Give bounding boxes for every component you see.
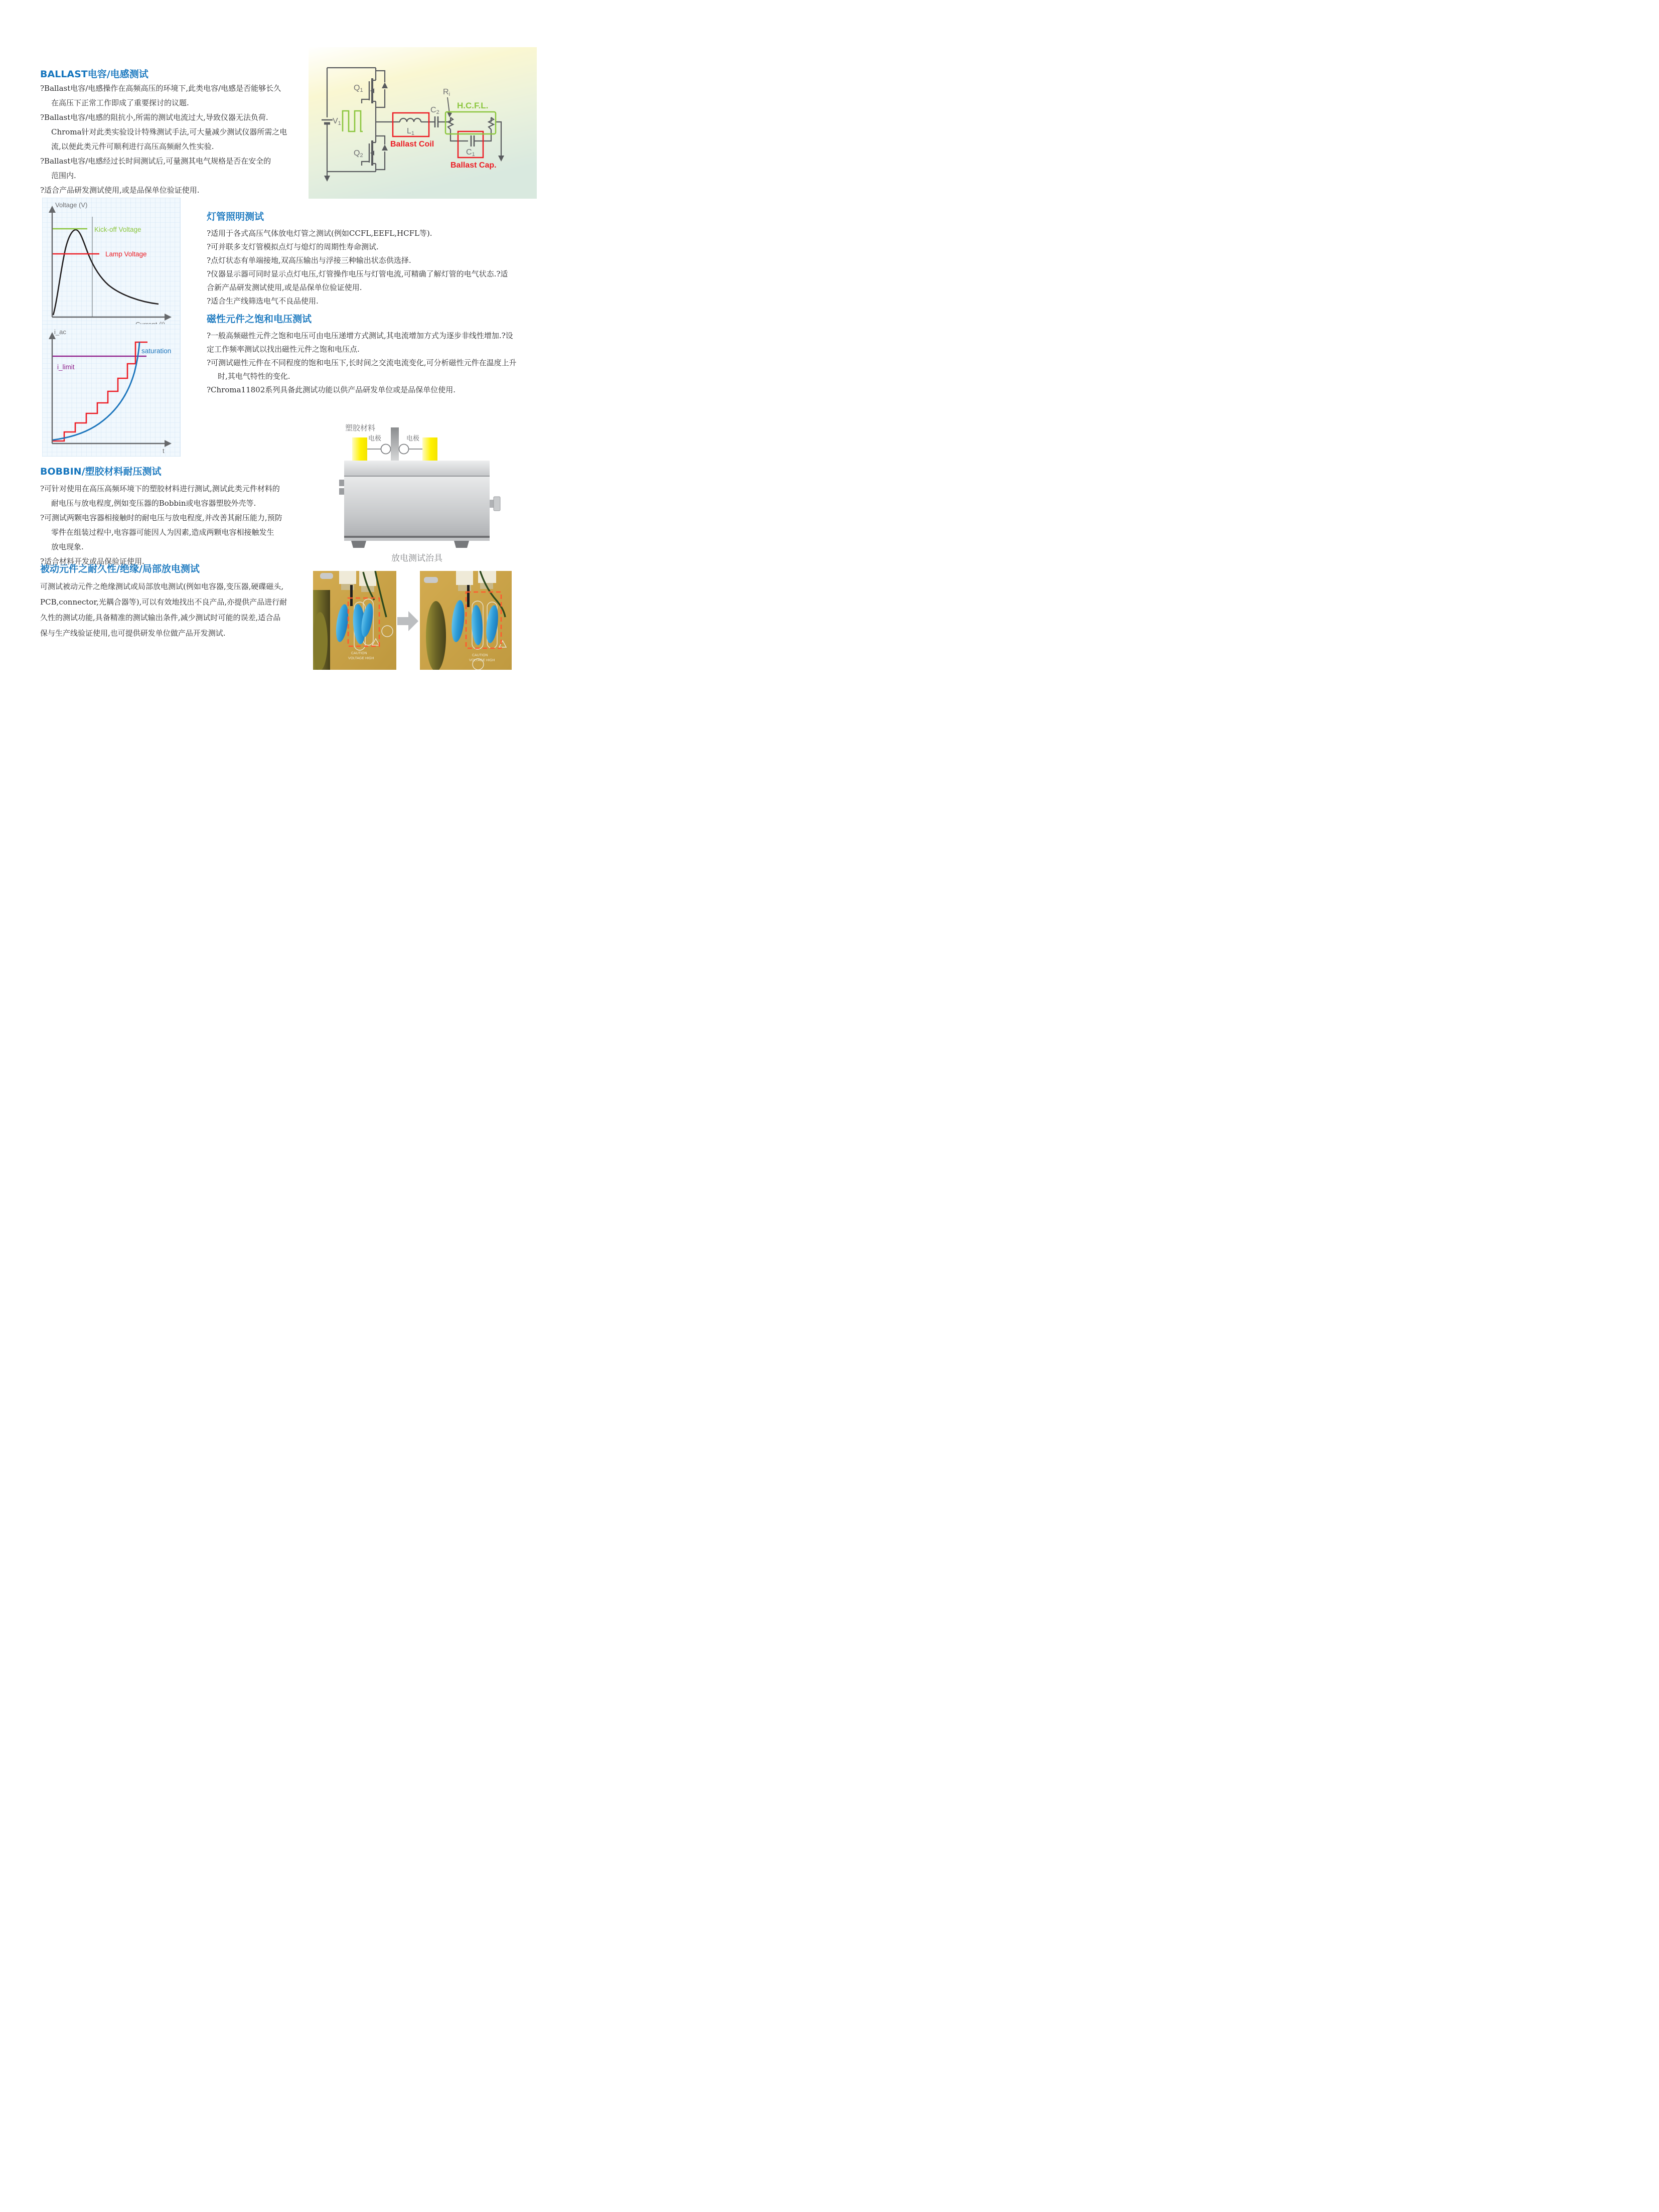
pcb-dark-lead (467, 585, 470, 607)
text-line: ?仪器显示器可同时显示点灯电压,灯管操作电压与灯管电流,可精确了解灯管的电气状态.?适 (207, 269, 508, 278)
saturation-label: saturation (141, 347, 172, 355)
section-magnetic-saturation (207, 313, 517, 397)
text-line: ?适合产品研发测试使用,或是品保单位验证使用. (40, 186, 200, 195)
discharge-fixture-illustration (331, 420, 532, 566)
section-body-lamp (207, 227, 508, 308)
fixture-knob (494, 497, 500, 511)
section-passive-durability (40, 563, 287, 641)
label-v1: V1 (333, 117, 341, 126)
pcb-caution-text-1: CAUTION (351, 652, 367, 655)
label-c1: C1 (466, 148, 475, 158)
fixture-foot-left (351, 541, 366, 548)
lamp-voltage-label: Lamp Voltage (105, 250, 147, 258)
section-title-passive: 被动元件之耐久性/绝缘/局部放电测试 (40, 563, 200, 574)
text-line: ?一般高频磁性元件之饱和电压可由电压递增方式测试,其电流增加方式为逐步非线性增加.?设 (207, 331, 513, 340)
fixture-knob-stem (490, 500, 494, 508)
section-title-bobbin: BOBBIN/塑胶材料耐压测试 (40, 466, 162, 477)
pcb-connector-1 (456, 571, 473, 585)
text-line: PCB,connector,光耦合器等),可以有效地找出不良产品,亦提供产品进行耐 (40, 598, 287, 607)
i-limit-label: i_limit (57, 363, 75, 371)
saturation-current-chart (42, 324, 181, 457)
pcb-photo-after (420, 571, 512, 670)
text-line: 在高压下正常工作即成了重要探讨的议题. (51, 98, 189, 107)
pcb-caution-text-2: VOLTAGE HIGH (348, 657, 374, 660)
section-body-bobbin (40, 482, 282, 569)
ballast-circuit-diagram (309, 47, 537, 199)
x-axis-label: t (163, 447, 165, 455)
text-line: 合新产品研发测试使用,或是品保单位验证使用. (207, 283, 362, 292)
label-hcfl: H.C.F.L. (457, 101, 489, 110)
pcb-caution-text-1: CAUTION (472, 654, 488, 657)
pcb-olive-capsule (426, 601, 446, 670)
text-line: 时,其电气特性的变化. (218, 372, 290, 381)
text-line: 可测试被动元件之绝缘测试或局部放电测试(例如电容器,变压器,硬碟磁头, (40, 582, 284, 591)
pcb-metal-part (320, 573, 333, 579)
section-body-ballast (40, 81, 287, 198)
y-axis-label: i_ac (54, 328, 66, 336)
text-line: 耐电压与放电程度,例如变压器的Bobbin或电容器塑胶外壳等. (51, 499, 256, 508)
electrode-ball-left (381, 445, 391, 454)
text-line: 定工作频率测试以找出磁性元件之饱和电压点. (207, 345, 360, 354)
text-line: 保与生产线验证使用,也可提供研发单位做产品开发测试. (40, 629, 226, 638)
text-line: 流,以便此类元件可顺利进行高压高频耐久性实验. (51, 142, 214, 151)
electrode-label-right: 电极 (406, 434, 420, 442)
pcb-connector-2 (359, 571, 376, 586)
chart-grid (42, 324, 181, 457)
section-title-ballast: BALLAST电容/电感测试 (40, 69, 148, 80)
text-line: ?适用于各式高压气体放电灯管之测试(例如CCFL,EEFL,HCFL等). (207, 229, 432, 238)
text-line: ?适合材料开发或品保验证使用. (40, 557, 144, 566)
fixture-caption: 放电测试治具 (391, 553, 442, 563)
electrode-label-left: 电极 (368, 434, 382, 442)
text-line: ?点灯状态有单端接地,双高压输出与浮接三种输出状态供选择. (207, 256, 411, 265)
pcb-dark-lead (350, 585, 353, 606)
before-after-arrow-icon (397, 611, 418, 631)
fixture-left-tab-upper (339, 480, 344, 486)
section-ballast (40, 68, 287, 198)
section-lamp-test (207, 211, 508, 308)
lamp-voltage-current-chart (42, 198, 181, 330)
plastic-sample-left (352, 437, 367, 461)
pcb-metal-part (424, 577, 438, 583)
label-q1: Q1 (354, 84, 363, 93)
text-line: ?Ballast电容/电感操作在高频高压的环境下,此类电容/电感是否能够长久 (40, 84, 281, 93)
plastic-material-label: 塑胶材料 (345, 424, 376, 432)
text-line: 范围内. (51, 171, 76, 180)
label-c2: C2 (430, 106, 439, 115)
fixture-base (344, 538, 490, 541)
label-q2: Q2 (354, 149, 363, 159)
text-line: 放电现象. (51, 542, 84, 551)
section-title-magnetic: 磁性元件之饱和电压测试 (207, 314, 312, 325)
text-line: ?适合生产线筛选电气不良品使用. (207, 297, 319, 306)
plastic-sample-right (422, 437, 437, 461)
fixture-body (344, 477, 490, 540)
pcb-olive-capsule (313, 612, 328, 670)
text-line: 零件在组装过程中,电容器可能因人为因素,造成两颗电容相接触发生 (51, 528, 274, 537)
kickoff-voltage-label: Kick-off Voltage (94, 226, 141, 233)
pcb-photo-before (313, 571, 396, 670)
electrode-ball-right (399, 445, 409, 454)
text-line: ?可并联多支灯管模拟点灯与熄灯的周期性寿命测试. (207, 242, 379, 251)
section-bobbin (40, 466, 282, 569)
text-line: Chroma针对此类实验设计特殊测试手法,可大量减少测试仪器所需之电 (51, 127, 287, 136)
catalog-page (0, 0, 553, 738)
label-ballast-coil: Ballast Coil (390, 140, 434, 149)
section-body-magnetic (207, 329, 517, 397)
fixture-center-post (391, 427, 399, 461)
fixture-lid (344, 461, 490, 476)
y-axis-label: Voltage (V) (55, 201, 88, 209)
text-line: ?可测试磁性元件在不同程度的饱和电压下,长时间之交流电流变化,可分析磁性元件在温度上升 (207, 358, 517, 367)
pcb-caution-text-2: VOLTAGE HIGH (469, 659, 495, 662)
label-ri: Ri (443, 88, 450, 97)
fixture-left-tab-lower (339, 488, 344, 495)
text-line: ?Ballast电容/电感经过长时间测试后,可量测其电气规格是否在安全的 (40, 157, 271, 166)
pcb-connector-1 (339, 571, 356, 584)
label-l1: L1 (407, 127, 415, 136)
text-line: ?可针对使用在高压高频环境下的塑胶材料进行测试,测试此类元件材料的 (40, 484, 280, 493)
text-line: 久性的测试功能,具备精准的测试输出条件,减少测试时可能的误差,适合品 (40, 613, 281, 622)
section-title-lamp: 灯管照明测试 (207, 211, 264, 222)
fixture-base-stripe (344, 536, 490, 538)
label-ballast-cap: Ballast Cap. (450, 161, 497, 170)
text-line: ?Ballast电容/电感的阻抗小,所需的测试电流过大,导致仪器无法负荷. (40, 113, 268, 122)
fixture-foot-right (454, 541, 469, 548)
text-line: ?Chroma11802系列具备此测试功能以供产品研发单位或是品保单位使用. (207, 385, 456, 394)
text-line: ?可测试两颗电容器相接触时的耐电压与放电程度,并改善其耐压能力,预防 (40, 513, 282, 522)
section-body-passive (40, 579, 287, 641)
